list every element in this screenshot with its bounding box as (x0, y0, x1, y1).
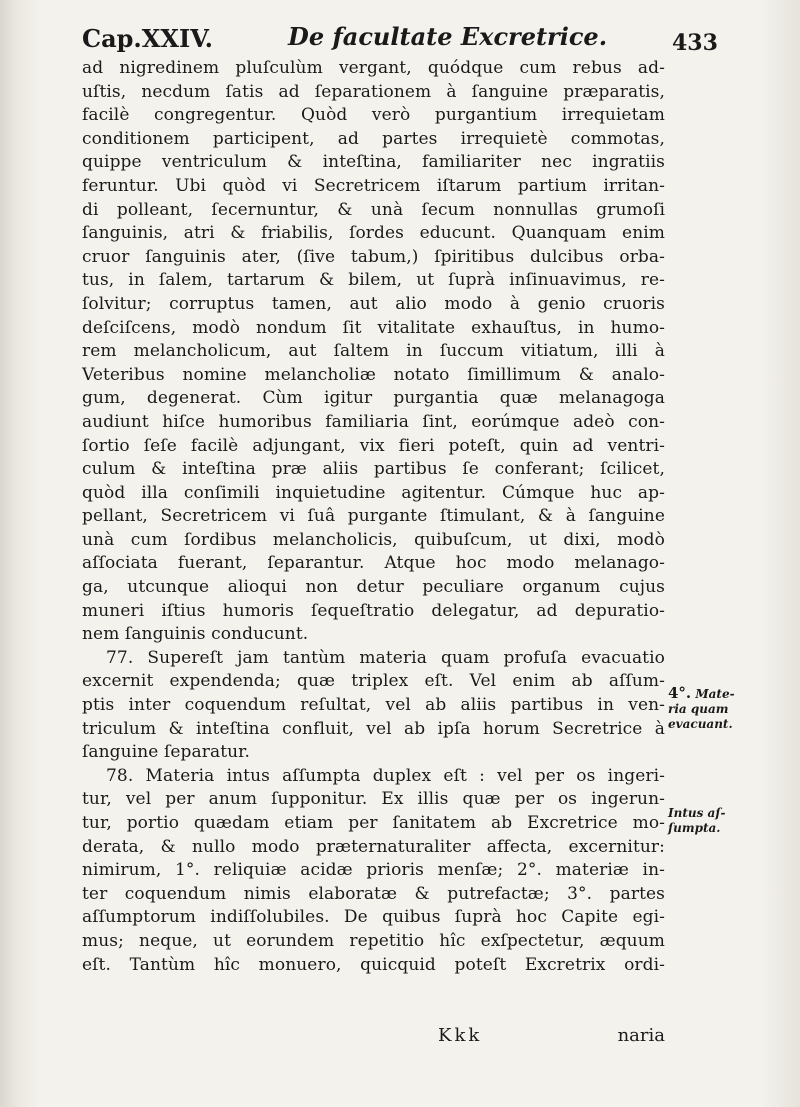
text-line: eſt. Tantùm hîc monuero, quicquid poteſt Excretrix ordi- (82, 954, 665, 975)
text-line: tur, vel per anum ſupponitur. Ex illis quæ per os ingerun- (82, 789, 665, 810)
text-line: conditionem participent, ad partes irrequietè commotas, (82, 128, 665, 149)
text-line: aſſumptorum indiſſolubiles. De quibus ſuprà hoc Capite egi- (82, 907, 665, 928)
chapter-label: Cap.XXIV. (82, 24, 214, 53)
text-line: culum & inteſtina præ aliis partibus ſe conferant; ſcilicet, (82, 459, 665, 480)
text-line: deſciſcens, modò nondum ſit vitalitate exhauſtus, in humo- (82, 317, 665, 338)
text-line: feruntur. Ubi quòd vi Secretricem iſtarum partium irritan- (82, 175, 665, 196)
page-footer (82, 1025, 665, 1049)
text-line: mus; neque, ut eorundem repetitio hîc exſpectetur, æquum (82, 930, 665, 951)
text-line: ſortio ſeſe facilè adjungant, vix fieri poteſt, quin ad ventri- (82, 435, 665, 456)
margin-note-text: Mate- (695, 687, 735, 701)
margin-note-intus (668, 806, 725, 836)
margin-note-text: ſumpta. (668, 821, 721, 835)
text-line: tur, portio quædam etiam per ſanitatem ab Excretrice mo- (82, 813, 665, 833)
text-line: quòd illa conſimili inquietudine agitentur. Cúmque huc ap- (82, 482, 665, 503)
text-line: cruor ſanguinis ater, (ſive tabum,) ſpiritibus dulcibus orba- (82, 246, 665, 267)
text-line: nem ſanguinis conducunt. (82, 624, 309, 645)
margin-note-text: ria quam (668, 702, 729, 716)
paragraph-start-77: 77. Supereſt jam tantùm materia quam profuſa evacuatio (106, 647, 665, 668)
header-title: De facultate Excretrice. (288, 22, 608, 51)
margin-note-text: Intus aſ- (668, 806, 726, 820)
text-line: ſolvitur; corruptus tamen, aut alio modo à genio cruoris (82, 293, 665, 314)
text-line: ad nigredinem pluſculùm vergant, quódque cum rebus ad- (82, 58, 665, 78)
text-line: uſtis, necdum ſatis ad ſeparationem à ſanguine præparatis, (82, 81, 665, 102)
text-line: ter coquendum nimis elaboratæ & putrefactæ; 3°. partes (82, 883, 665, 904)
page-number: 433 (672, 30, 718, 56)
text-line: rem melancholicum, aut ſaltem in ſuccum vitiatum, illi à (82, 341, 665, 362)
text-line: audiunt hiſce humoribus familiaria ſint, eorúmque adeò con- (82, 411, 665, 432)
text-line: facilè congregentur. Quòd verò purgantium irrequietam (82, 105, 665, 126)
signature-mark: Kkk (438, 1025, 483, 1046)
text-line: Veteribus nomine melancholiæ notato ſimillimum & analo- (82, 364, 665, 385)
text-line: ſanguine ſeparatur. (82, 742, 251, 763)
text-line: tus, in ſalem, tartarum & bilem, ut ſuprà inſinuavimus, re- (82, 270, 665, 291)
text-line: triculum & inteſtina confluit, vel ab ipſa horum Secretrice à (82, 718, 665, 739)
paragraph-start-78: 78. Materia intus aſſumpta duplex eſt : vel per os ingeri- (106, 765, 665, 786)
text-line: excernit expendenda; quæ triplex eſt. Vel enim ab aſſum- (82, 671, 665, 692)
margin-note-number: 4°. (668, 684, 692, 702)
text-block (82, 57, 665, 977)
catchword: naria (617, 1025, 665, 1046)
text-line: pellant, Secretricem vi ſuâ purgante ſtimulant, & à ſanguine (82, 506, 665, 527)
text-line: derata, & nullo modo præternaturaliter affecta, excernitur: (82, 836, 665, 857)
text-line: nimirum, 1°. reliquiæ acidæ prioris menſæ; 2°. materiæ in- (82, 860, 665, 881)
running-header (82, 20, 718, 56)
text-line: aſſociata fuerant, ſeparantur. Atque hoc modo melanago- (82, 553, 665, 574)
text-line: muneri iſtius humoris ſequeſtratio delegatur, ad depuratio- (82, 600, 665, 621)
margin-note-materia (668, 686, 735, 732)
text-line: ſanguinis, atri & friabilis, ſordes educunt. Quanquam enim (82, 223, 665, 244)
text-line: di polleant, ſecernuntur, & unà ſecum nonnullas grumoſi (82, 199, 665, 220)
text-line: ga, utcunque alioqui non detur peculiare organum cujus (82, 577, 665, 598)
text-line: ptis inter coquendum reſultat, vel ab aliis partibus in ven- (82, 695, 665, 716)
text-line: unà cum ſordibus melancholicis, quibuſcum, ut dixi, modò (82, 529, 665, 550)
margin-note-text: evacuant. (668, 717, 733, 731)
text-line: gum, degenerat. Cùm igitur purgantia quæ melanagoga (82, 388, 665, 409)
text-line: quippe ventriculum & inteſtina, familiariter nec ingratiis (82, 152, 665, 173)
